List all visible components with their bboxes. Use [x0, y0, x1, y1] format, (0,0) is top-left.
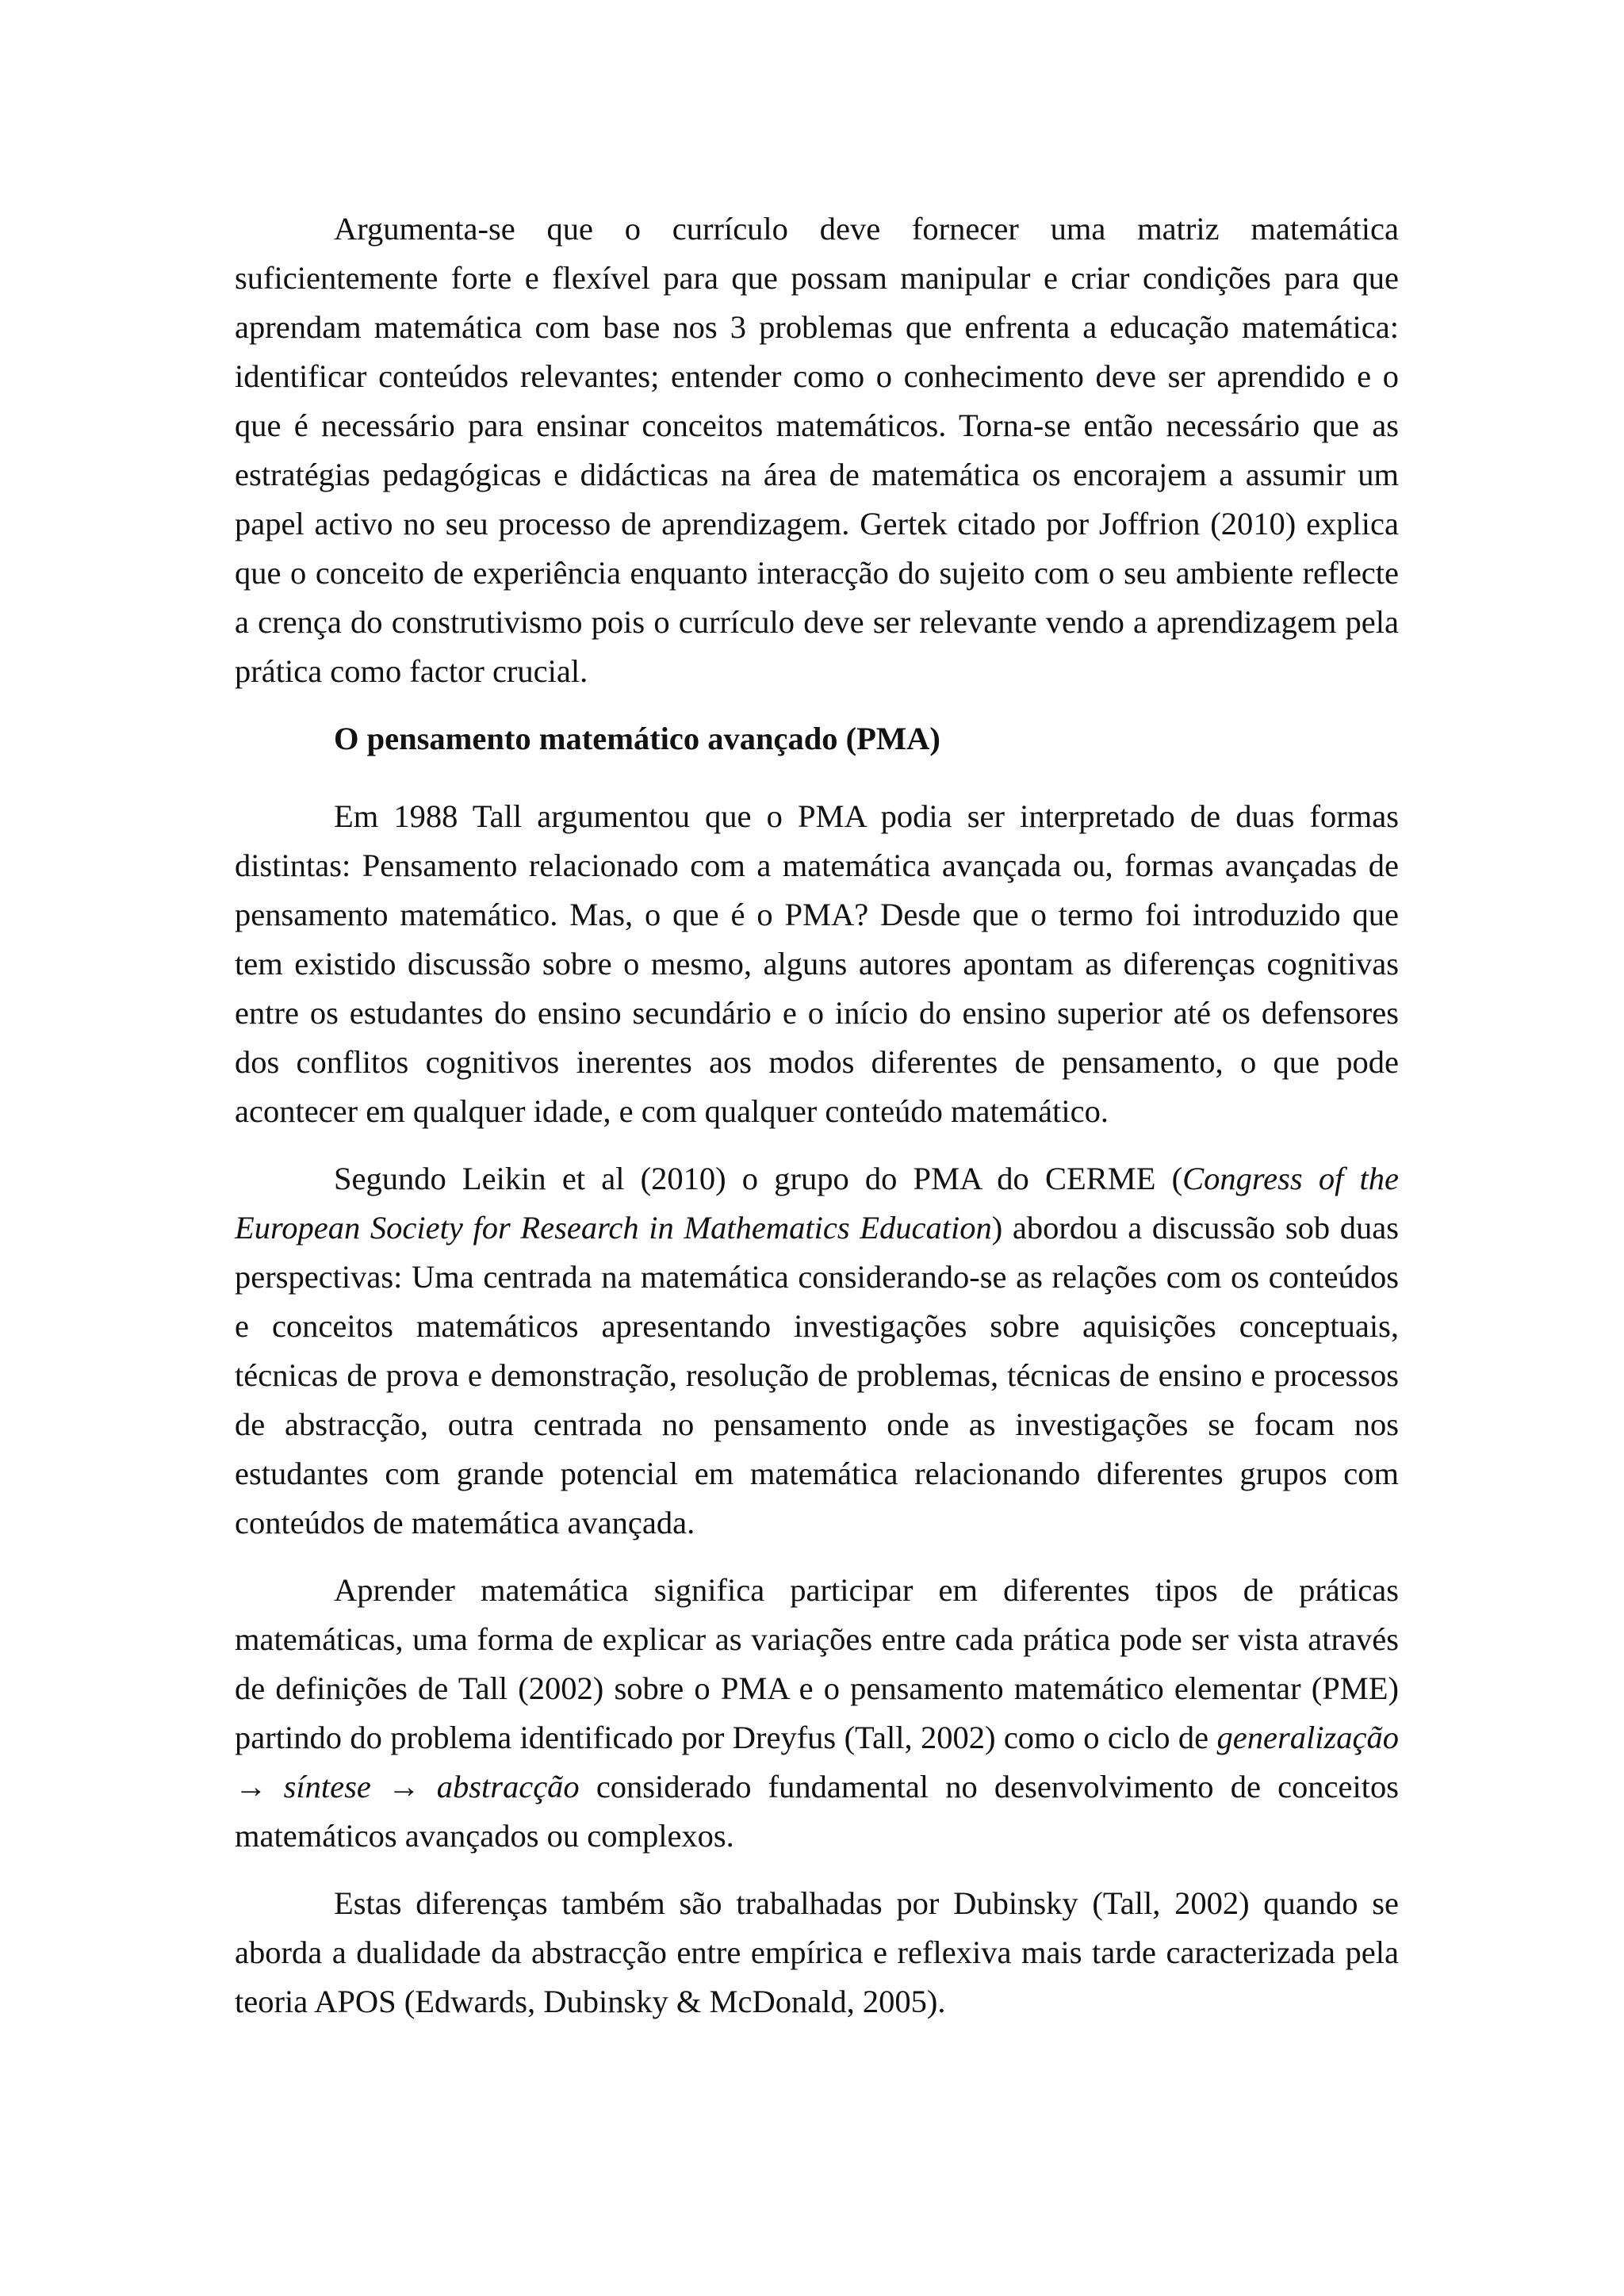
italic-conference-name: Congress of the European Society for Research in Mathematics Education — [235, 1161, 1400, 1246]
italic-term-abstraccao: abstracção — [436, 1769, 580, 1804]
italic-term-generalizacao: generalização — [1216, 1720, 1399, 1755]
paragraph-text: considerado fundamental no desenvolvimento de conceitos matemáticos avançados ou complexos. — [235, 1769, 1400, 1854]
right-arrow-icon: → — [235, 1769, 284, 1804]
italic-term-sintese: síntese — [283, 1769, 371, 1804]
paragraph-leikin-cerme — [235, 1154, 1399, 1548]
paragraph-practices — [235, 1566, 1399, 1861]
paragraph-text: Segundo Leikin et al (2010) o grupo do PMA do CERME ( — [334, 1161, 1183, 1196]
paragraph-tall-1988: Em 1988 Tall argumentou que o PMA podia ser interpretado de duas formas distintas: Pensamento relacionado com a matemática avançada ou, formas avançadas de pensamento matemático. Mas, o que é o PMA? Desde que o termo foi introduzido que tem existido discussão sobre o mesmo, alguns autores apontam as diferenças cognitivas entre os estudantes do ensino secundário e o início do ensino superior até os defensores dos conflitos cognitivos inerentes aos modos diferentes de pensamento, o que pode acontecer em qualquer idade, e com qualquer conteúdo matemático. — [235, 798, 1399, 1129]
paragraph-text: Aprender matemática significa participar em diferentes tipos de práticas matemáticas, uma forma de explicar as variações entre cada prática pode ser vista através de definições de Tall (2002) sobre o PMA e o pensamento matemático elementar (PME) partindo do problema identificado por Dreyfus (Tall, 2002) como o ciclo de — [235, 1572, 1399, 1755]
paragraph-dubinsky: Estas diferenças também são trabalhadas por Dubinsky (Tall, 2002) quando se aborda a dualidade da abstracção entre empírica e reflexiva mais tarde caracterizada pela teoria APOS (Edwards, Dubinsky & McDonald, 2005). — [235, 1885, 1399, 2019]
paragraph-curriculum: Argumenta-se que o currículo deve fornecer uma matriz matemática suficientemente forte e flexível para que possam manipular e criar condições para que aprendam matemática com base nos 3 problemas que enfrenta a educação matemática: identificar conteúdos relevantes; entender como o conhecimento deve ser aprendido e o que é necessário para ensinar conceitos matemáticos. Torna-se então necessário que as estratégias pedagógicas e didácticas na área de matemática os encorajem a assumir um papel activo no seu processo de aprendizagem. Gertek citado por Joffrion (2010) explica que o conceito de experiência enquanto interacção do sujeito com o seu ambiente reflecte a crença do construtivismo pois o currículo deve ser relevante vendo a aprendizagem pela prática como factor crucial. — [235, 211, 1399, 689]
document-page — [235, 205, 1399, 2045]
right-arrow-icon: → — [370, 1769, 437, 1804]
paragraph-text: ) abordou a discussão sob duas perspectivas: Uma centrada na matemática considerando-se as relações com os conteúdos e conceitos matemáticos apresentando investigações sobre aquisições conceptuais, técnicas de prova e demonstração, resolução de problemas, técnicas de ensino e processos de abstracção, outra centrada no pensamento onde as investigações se focam nos estudantes com grande potencial em matemática relacionando diferentes grupos com conteúdos de matemática avançada. — [235, 1210, 1399, 1540]
section-heading: O pensamento matemático avançado (PMA) — [334, 721, 940, 756]
